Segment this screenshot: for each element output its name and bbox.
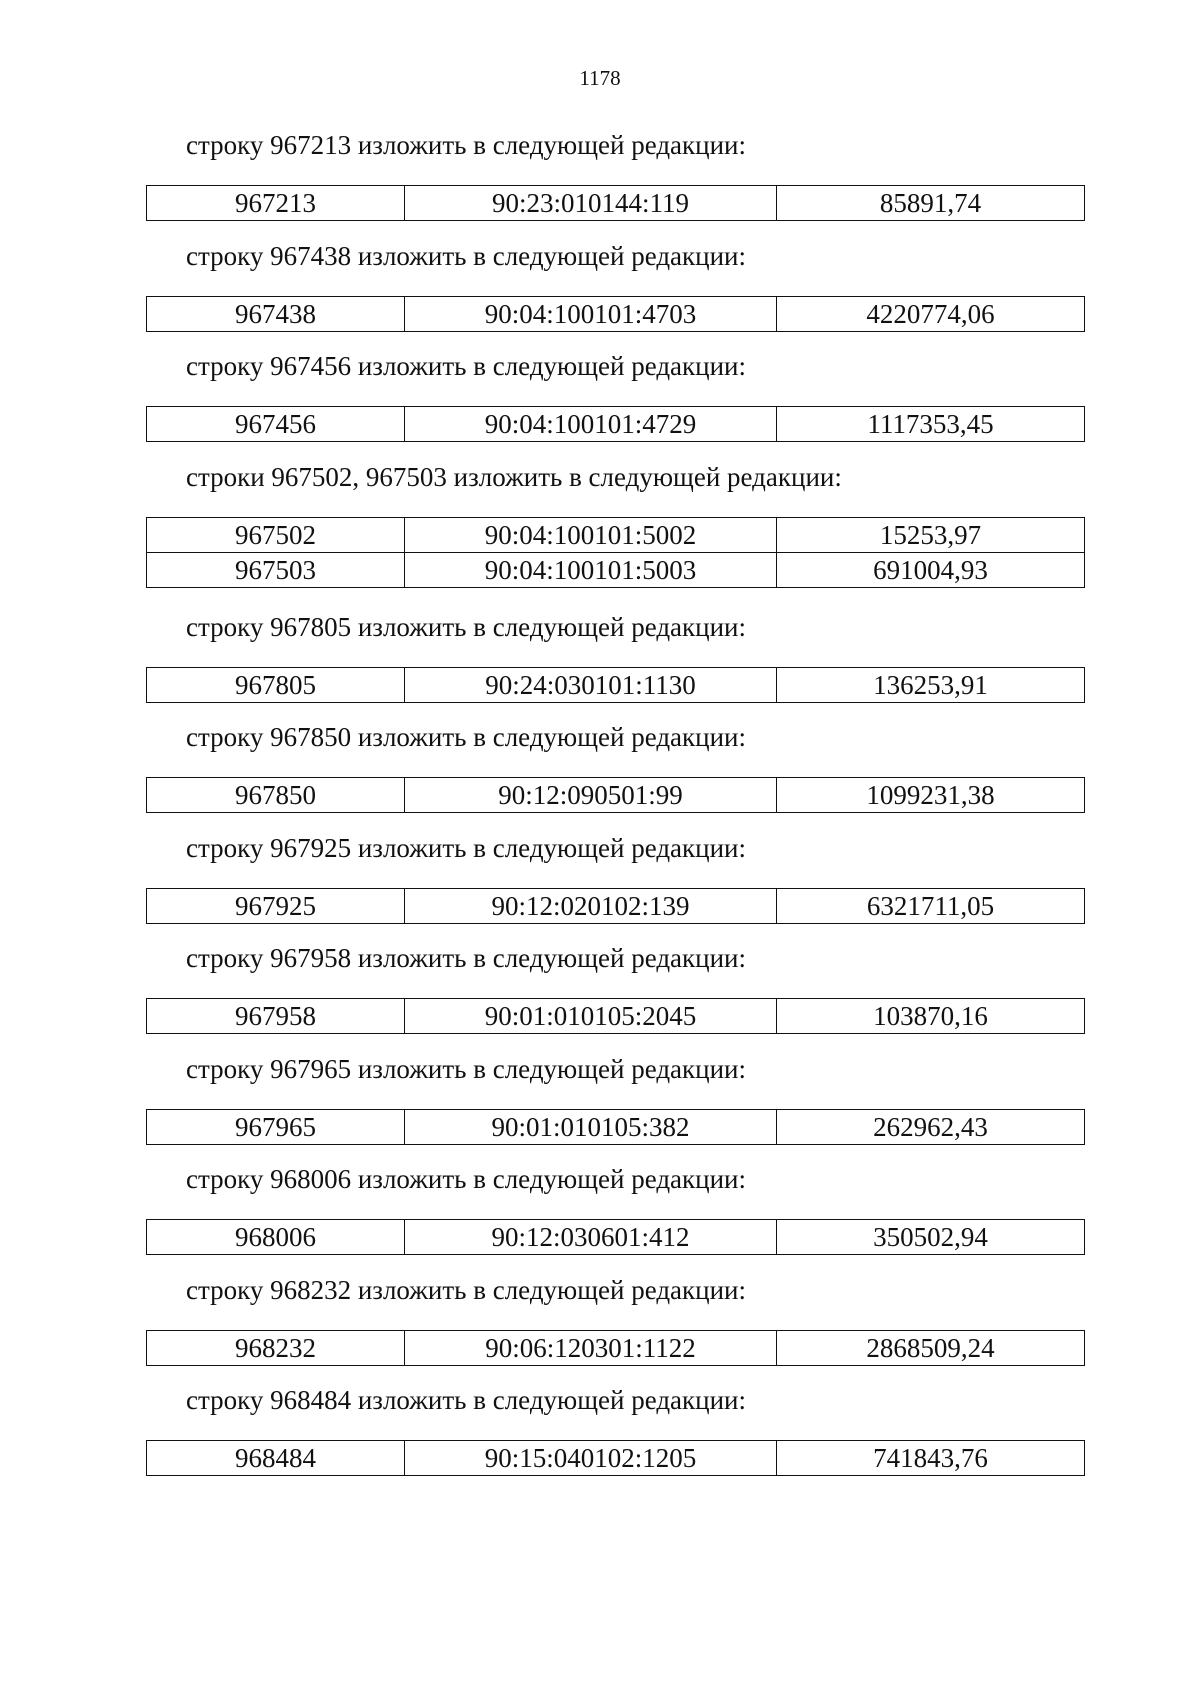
row-number-cell: 967213	[147, 186, 405, 221]
amendment-section	[0, 610, 1200, 721]
value-cell: 691004,93	[777, 552, 1085, 587]
amendment-section	[0, 349, 1200, 460]
amendment-section	[0, 1162, 1200, 1273]
cadastral-number-cell: 90:15:040102:1205	[405, 1441, 777, 1476]
cadastral-number-cell: 90:06:120301:1122	[405, 1330, 777, 1365]
cadastral-number-cell: 90:04:100101:5002	[405, 517, 777, 552]
amendment-instruction: строку 968232 изложить в следующей редакции:	[186, 1274, 747, 1305]
row-number-cell: 967958	[147, 999, 405, 1034]
value-cell: 85891,74	[777, 186, 1085, 221]
table-row	[147, 552, 1085, 587]
value-cell: 6321711,05	[777, 888, 1085, 923]
cadastral-number-cell: 90:24:030101:1130	[405, 667, 777, 702]
row-number-cell: 968232	[147, 1330, 405, 1365]
amendment-section	[0, 1383, 1200, 1494]
amendment-table	[146, 1219, 1085, 1255]
value-cell: 262962,43	[777, 1109, 1085, 1144]
cadastral-number-cell: 90:04:100101:5003	[405, 552, 777, 587]
table-row	[147, 778, 1085, 813]
value-cell: 741843,76	[777, 1441, 1085, 1476]
value-cell: 136253,91	[777, 667, 1085, 702]
amendment-table	[146, 296, 1085, 332]
value-cell: 4220774,06	[777, 296, 1085, 331]
amendment-section	[0, 941, 1200, 1052]
table-row	[147, 1441, 1085, 1476]
amendment-section	[0, 460, 1200, 610]
value-cell: 103870,16	[777, 999, 1085, 1034]
table-row	[147, 888, 1085, 923]
amendment-instruction: строку 967456 изложить в следующей редакции:	[186, 351, 747, 381]
amendment-instruction: строку 968006 изложить в следующей редакции:	[186, 1164, 747, 1194]
amendment-table	[146, 406, 1085, 442]
amendment-section	[0, 239, 1200, 350]
amendment-instruction: строку 967805 изложить в следующей редакции:	[186, 611, 747, 642]
amendment-table	[146, 998, 1085, 1034]
amendment-instruction: строку 967958 изложить в следующей редакции:	[186, 943, 747, 973]
cadastral-number-cell: 90:01:010105:2045	[405, 999, 777, 1034]
amendment-table	[146, 667, 1085, 703]
amendment-table	[146, 1440, 1085, 1476]
row-number-cell: 967438	[147, 296, 405, 331]
amendment-instruction: строку 967213 изложить в следующей редакции:	[186, 130, 747, 160]
amendment-instruction: строку 967925 изложить в следующей редакции:	[186, 832, 747, 863]
page-number: 1178	[579, 66, 621, 90]
table-row	[147, 1220, 1085, 1255]
cadastral-number-cell: 90:12:020102:139	[405, 888, 777, 923]
amendment-table	[146, 1330, 1085, 1366]
amendment-table	[146, 777, 1085, 813]
cadastral-number-cell: 90:04:100101:4729	[405, 407, 777, 442]
row-number-cell: 967805	[147, 667, 405, 702]
row-number-cell: 967965	[147, 1109, 405, 1144]
table-row	[147, 1330, 1085, 1365]
amendment-instruction: строку 967438 изложить в следующей редакции:	[186, 240, 747, 271]
amendment-section	[0, 831, 1200, 942]
amendment-table	[146, 888, 1085, 924]
amendment-instruction: строку 967850 изложить в следующей редакции:	[186, 722, 747, 752]
amendment-instruction: строку 967965 изложить в следующей редакции:	[186, 1053, 747, 1084]
value-cell: 1117353,45	[777, 407, 1085, 442]
row-number-cell: 968006	[147, 1220, 405, 1255]
cadastral-number-cell: 90:12:030601:412	[405, 1220, 777, 1255]
amendment-section	[0, 128, 1200, 239]
cadastral-number-cell: 90:12:090501:99	[405, 778, 777, 813]
amendment-table	[146, 1109, 1085, 1145]
table-row	[147, 296, 1085, 331]
cadastral-number-cell: 90:04:100101:4703	[405, 296, 777, 331]
amendment-instruction: строки 967502, 967503 изложить в следующей редакции:	[186, 461, 842, 492]
amendment-table	[146, 185, 1085, 221]
value-cell: 2868509,24	[777, 1330, 1085, 1365]
value-cell: 1099231,38	[777, 778, 1085, 813]
amendment-table	[146, 517, 1085, 588]
value-cell: 350502,94	[777, 1220, 1085, 1255]
row-number-cell: 968484	[147, 1441, 405, 1476]
amendment-section	[0, 1052, 1200, 1163]
table-row	[147, 517, 1085, 552]
value-cell: 15253,97	[777, 517, 1085, 552]
table-row	[147, 999, 1085, 1034]
table-row	[147, 407, 1085, 442]
amendment-section	[0, 720, 1200, 831]
amendment-instruction: строку 968484 изложить в следующей редакции:	[186, 1385, 747, 1415]
cadastral-number-cell: 90:23:010144:119	[405, 186, 777, 221]
table-row	[147, 1109, 1085, 1144]
amendment-list	[0, 128, 1200, 1494]
row-number-cell: 967850	[147, 778, 405, 813]
table-row	[147, 186, 1085, 221]
row-number-cell: 967925	[147, 888, 405, 923]
row-number-cell: 967502	[147, 517, 405, 552]
row-number-cell: 967503	[147, 552, 405, 587]
amendment-section	[0, 1273, 1200, 1384]
table-row	[147, 667, 1085, 702]
row-number-cell: 967456	[147, 407, 405, 442]
cadastral-number-cell: 90:01:010105:382	[405, 1109, 777, 1144]
